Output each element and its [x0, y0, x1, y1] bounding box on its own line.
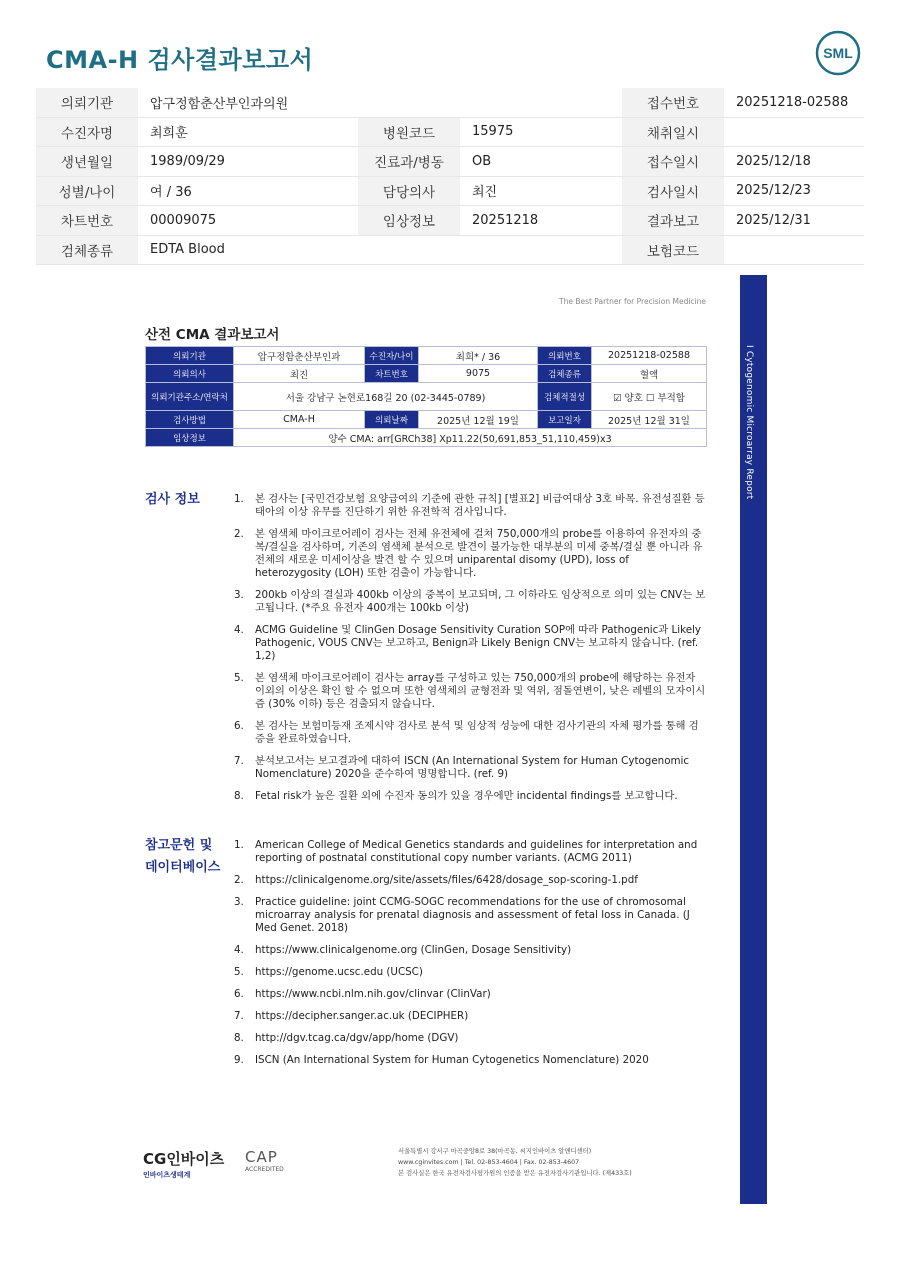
info-value	[358, 235, 460, 265]
list-item	[234, 528, 708, 580]
rt-label: 수진자/나이	[365, 347, 419, 365]
rt-value: CMA-H	[234, 411, 365, 429]
list-item	[234, 839, 708, 865]
item-text: 본 염색체 마이크로어레이 검사는 array를 구성하고 있는 750,000개의 probe에 해당하는 유전자 이외의 이상은 확인 할 수 없으며 또한 염색체의 균형전좌 및 역위, 점돌연변이, 낮은 레벨의 모자이시즘 (30% 이하) 등은 검출되지 않습니다.	[255, 672, 706, 710]
item-number: 8.	[234, 790, 244, 802]
rt-label: 의뢰의사	[146, 365, 234, 383]
info-label: 생년월일	[36, 147, 138, 177]
specimen-adequacy-checkboxes: ☑ 양호 ☐ 부적합	[592, 383, 707, 411]
info-label: 접수일시	[622, 147, 724, 177]
address-line: 서울특별시 강서구 마곡중앙8로 38(마곡동, 씨지인바이츠 알앤디센터)	[398, 1148, 592, 1155]
report-summary-table	[145, 346, 707, 447]
cap-title: CAP	[245, 1148, 278, 1166]
info-value: EDTA Blood	[138, 235, 358, 265]
info-value: 여 / 36	[138, 176, 358, 206]
info-value: OB	[460, 147, 622, 177]
info-row	[36, 235, 864, 265]
info-label: 보험코드	[622, 235, 724, 265]
item-text: 본 검사는 보험미등재 조제시약 검사로 분석 및 임상적 성능에 대한 검사기관의 자체 평가를 통해 검증을 완료하였습니다.	[255, 720, 699, 745]
item-text: 본 염색체 마이크로어레이 검사는 전체 유전체에 걸쳐 750,000개의 probe를 이용하여 유전자의 중복/결실을 검사하며, 기존의 염색체 분석으로 발견이 불가능한 대부분의 미세 중복/결실 뿐 아니라 유전체의 새로운 미세이상을 발견 할 수 있으며 uniparental disomy (UPD), loss of heterozygosity (LOH) 또한 검출이 가능합니다.	[255, 528, 703, 579]
item-text: https://www.ncbi.nlm.nih.gov/clinvar (ClinVar)	[255, 988, 491, 1000]
list-item	[234, 493, 708, 519]
patient-info-table	[36, 88, 864, 265]
list-item	[234, 944, 708, 957]
rt-value: 서울 강남구 논현로168길 20 (02-3445-0789)	[234, 383, 538, 411]
rt-label: 의뢰기관주소/연락처	[146, 383, 234, 411]
list-item	[234, 790, 708, 803]
rt-label: 차트번호	[365, 365, 419, 383]
item-number: 7.	[234, 1010, 244, 1022]
info-row	[36, 176, 864, 206]
brand-sub: 인바이츠생태계	[143, 1171, 191, 1179]
references-list	[234, 839, 708, 1067]
references-heading-1: 참고문헌 및	[145, 838, 213, 853]
item-number: 1.	[234, 493, 244, 505]
info-label: 검사일시	[622, 176, 724, 206]
info-label: 병원코드	[358, 117, 460, 147]
item-number: 4.	[234, 624, 244, 636]
certification-line: 본 검사실은 한국 유전자검사평가원의 인증을 받은 유전자검사기관입니다. (제433호)	[398, 1170, 632, 1177]
footer-address	[398, 1146, 632, 1179]
list-item	[234, 874, 708, 887]
test-info-list	[234, 493, 708, 803]
cg-invites-logo	[143, 1148, 224, 1180]
list-item	[234, 966, 708, 979]
info-value	[724, 117, 864, 147]
info-row	[36, 88, 864, 117]
item-text: Fetal risk가 높은 질환 외에 수진자 동의가 있을 경우에만 incidental findings를 보고합니다.	[255, 790, 678, 802]
list-item	[234, 1010, 708, 1023]
info-label: 담당의사	[358, 176, 460, 206]
item-text: https://www.clinicalgenome.org (ClinGen, Dosage Sensitivity)	[255, 944, 572, 956]
item-text: 분석보고서는 보고결과에 대하여 ISCN (An International System for Human Cytogenomic Nomenclature) 2020을 준수하여 명명합니다. (ref. 9)	[255, 755, 690, 780]
rt-value: 압구정함춘산부인과	[234, 347, 365, 365]
rt-label: 의뢰기관	[146, 347, 234, 365]
rt-label: 검사방법	[146, 411, 234, 429]
item-text: ISCN (An International System for Human Cytogenetics Nomenclature) 2020	[255, 1054, 649, 1066]
info-label: 결과보고	[622, 206, 724, 236]
item-number: 7.	[234, 755, 244, 767]
info-row	[36, 117, 864, 147]
info-label: 차트번호	[36, 206, 138, 236]
test-info-heading: 검사 정보	[145, 492, 200, 507]
info-label: 검체종류	[36, 235, 138, 265]
item-text: https://genome.ucsc.edu (UCSC)	[255, 966, 423, 978]
list-item	[234, 988, 708, 1001]
list-item	[234, 755, 708, 781]
info-label: 채취일시	[622, 117, 724, 147]
rt-value: 9075	[419, 365, 538, 383]
logo-text: SML	[823, 45, 853, 61]
item-text: ACMG Guideline 및 ClinGen Dosage Sensitivity Curation SOP에 따라 Pathogenic과 Likely Pathogenic, VOUS CNV는 보고하고, Benign과 Likely Benign CNV는 보고하지 않습니다. (ref. 1,2)	[255, 624, 702, 662]
info-label: 성별/나이	[36, 176, 138, 206]
item-number: 2.	[234, 528, 244, 540]
band-text: I Cytogenomic Microarray Report	[744, 345, 754, 500]
info-value	[460, 235, 622, 265]
rt-value: 최진	[234, 365, 365, 383]
cap-sub: ACCREDITED	[245, 1166, 284, 1173]
rt-value: 20251218-02588	[592, 347, 707, 365]
item-text: American College of Medical Genetics standards and guidelines for interpretation and reporting of postnatal constitutional copy number variants. (ACMG 2011)	[255, 839, 698, 864]
info-label: 임상정보	[358, 206, 460, 236]
item-text: Practice guideline: joint CCMG-SOGC recommendations for the use of chromosomal microarray analysis for prenatal diagnosis and assessment of fetal loss in Canada. (J Med Genet. 2018)	[255, 896, 690, 934]
rt-label: 보고일자	[538, 411, 592, 429]
item-number: 1.	[234, 839, 244, 851]
info-label: 접수번호	[622, 88, 724, 117]
item-text: 200kb 이상의 결실과 400kb 이상의 중복이 보고되며, 그 이하라도 임상적으로 의미 있는 CNV는 보고됩니다. (*주요 유전자 400개는 100kb 이상)	[255, 589, 706, 614]
clinical-info-value: 양수 CMA: arr[GRCh38] Xp11.22(50,691,853_51,110,459)x3	[234, 429, 707, 447]
info-row	[36, 206, 864, 236]
info-value: 최진	[460, 176, 622, 206]
info-label: 의뢰기관	[36, 88, 138, 117]
references-heading-2: 데이터베이스	[145, 860, 221, 875]
list-item	[234, 1054, 708, 1067]
rt-value: 2025년 12월 19일	[419, 411, 538, 429]
item-number: 6.	[234, 720, 244, 732]
rt-label: 검체종류	[538, 365, 592, 383]
list-item	[234, 720, 708, 746]
rt-value: 최희* / 36	[419, 347, 538, 365]
info-value: 00009075	[138, 206, 358, 236]
item-number: 8.	[234, 1032, 244, 1044]
info-value: 2025/12/18	[724, 147, 864, 177]
brand-text: CG인바이츠	[143, 1150, 225, 1168]
sml-logo	[815, 30, 861, 76]
item-number: 2.	[234, 874, 244, 886]
rt-label: 의뢰날짜	[365, 411, 419, 429]
item-number: 4.	[234, 944, 244, 956]
item-number: 6.	[234, 988, 244, 1000]
info-value: 2025/12/31	[724, 206, 864, 236]
info-value: 15975	[460, 117, 622, 147]
item-text: http://dgv.tcag.ca/dgv/app/home (DGV)	[255, 1032, 459, 1044]
rt-label: 임상정보	[146, 429, 234, 447]
rt-label: 검체적절성	[538, 383, 592, 411]
rt-label: 의뢰번호	[538, 347, 592, 365]
item-text: https://decipher.sanger.ac.uk (DECIPHER)	[255, 1010, 469, 1022]
info-value: 20251218	[460, 206, 622, 236]
info-value	[358, 88, 460, 117]
page-title: CMA-H 검사결과보고서	[46, 46, 314, 74]
item-number: 3.	[234, 896, 244, 908]
item-number: 3.	[234, 589, 244, 601]
report-title: 산전 CMA 결과보고서	[145, 327, 280, 343]
list-item	[234, 1032, 708, 1045]
info-value	[460, 88, 622, 117]
list-item	[234, 672, 708, 711]
item-text: https://clinicalgenome.org/site/assets/files/6428/dosage_sop-scoring-1.pdf	[255, 874, 638, 886]
list-item	[234, 624, 708, 663]
item-number: 9.	[234, 1054, 244, 1066]
info-value: 20251218-02588	[724, 88, 864, 117]
contact-line: www.cginvites.com | Tel. 02-853-4604 | Fax. 02-853-4607	[398, 1159, 580, 1166]
rt-value: 혈액	[592, 365, 707, 383]
info-label: 진료과/병동	[358, 147, 460, 177]
info-value: 압구정함춘산부인과의원	[138, 88, 358, 117]
info-value: 최희훈	[138, 117, 358, 147]
info-value	[724, 235, 864, 265]
cap-accredited-logo	[245, 1148, 315, 1173]
info-value: 1989/09/29	[138, 147, 358, 177]
list-item	[234, 589, 708, 615]
list-item	[234, 896, 708, 935]
rt-value: 2025년 12월 31일	[592, 411, 707, 429]
info-row	[36, 147, 864, 177]
info-label: 수진자명	[36, 117, 138, 147]
tagline: The Best Partner for Precision Medicine	[558, 297, 706, 306]
item-number: 5.	[234, 672, 244, 684]
info-value: 2025/12/23	[724, 176, 864, 206]
item-number: 5.	[234, 966, 244, 978]
item-text: 본 검사는 [국민건강보험 요양급여의 기준에 관한 규칙] [별표2] 비급여대상 3호 바목. 유전성질환 등 태아의 이상 유무를 진단하기 위한 유전학적 검사입니다.	[255, 493, 705, 518]
